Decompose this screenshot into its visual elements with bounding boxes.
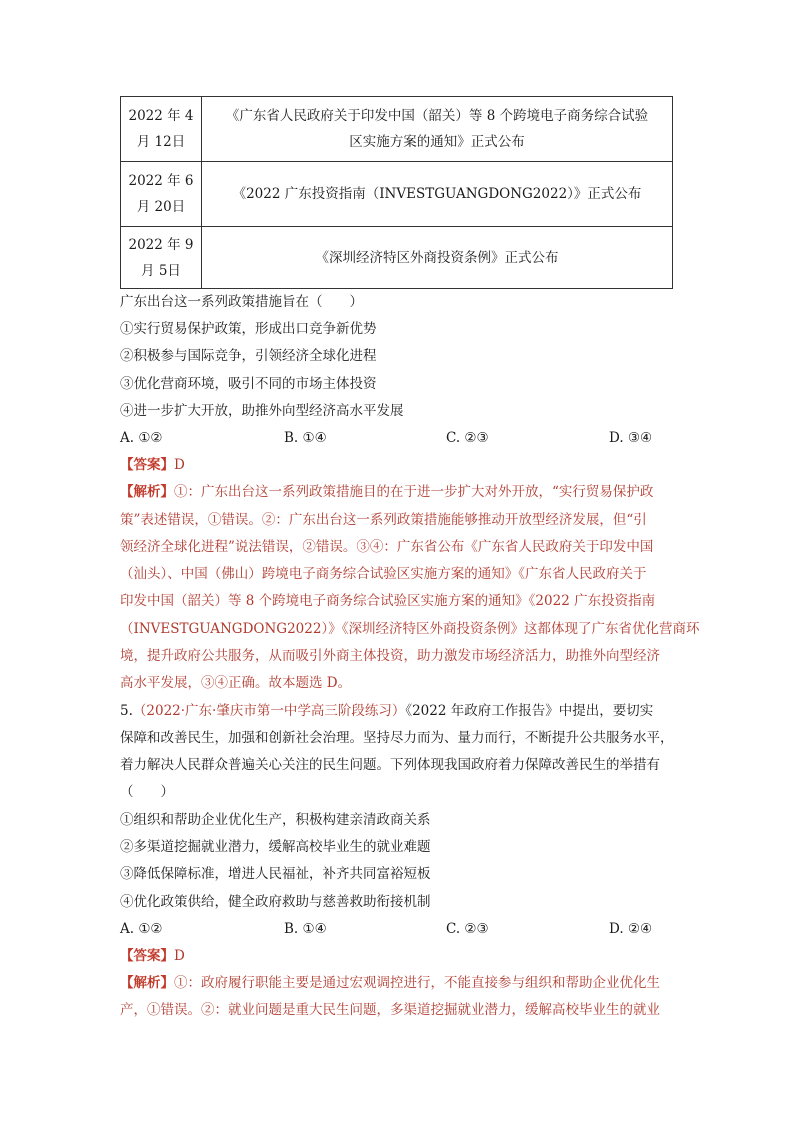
- date-line: 月 12日: [136, 134, 186, 150]
- analysis-line: 产，①错误。②：就业问题是重大民生问题，多渠道挖掘就业潜力，缓解高校毕业生的就业: [120, 1002, 660, 1019]
- statement-item: ④优化政策供给，健全政府救助与慈善救助衔接机制: [120, 893, 431, 910]
- content-cell: [202, 162, 673, 227]
- answer-line: [120, 943, 674, 970]
- option-d[interactable]: D. ②④: [609, 920, 653, 937]
- date-line: 2022 年 6: [128, 173, 194, 189]
- option-c[interactable]: C. ②③: [446, 430, 489, 447]
- analysis-line: 策”表述错误，①错误。②：广东出台这一系列政策措施能够推动开放型经济发展，但“引: [120, 511, 647, 528]
- answer-value: D: [174, 947, 185, 964]
- option-a[interactable]: A. ①②: [120, 920, 163, 937]
- answer-line: [120, 452, 674, 479]
- options-row: [120, 425, 674, 452]
- question-stem: 广东出台这一系列政策措施旨在（ ）: [120, 294, 363, 310]
- option-b[interactable]: B. ①④: [284, 920, 327, 937]
- content-cell: [202, 227, 673, 289]
- option-b[interactable]: B. ①④: [284, 430, 327, 447]
- table-row: [121, 162, 673, 227]
- statement-item: ④进一步扩大开放，助推外向型经济高水平发展: [120, 402, 404, 419]
- content-line: 《2022 广东投资指南（INVESTGUANGDONG2022）》正式公布: [232, 186, 642, 202]
- option-c[interactable]: C. ②③: [446, 920, 489, 937]
- statement-item: ①实行贸易保护政策，形成出口竞争新优势: [120, 321, 377, 338]
- question-number: 5.: [120, 702, 133, 719]
- question-4: [120, 289, 674, 425]
- option-d[interactable]: D. ③④: [609, 430, 653, 447]
- analysis-label: 【解析】: [120, 484, 174, 501]
- answer-value: D: [174, 457, 185, 474]
- policy-table: [120, 96, 673, 289]
- question-stem: 保障和改善民生，加强和创新社会治理。坚持尽力而为、量力而行，不断提升公共服务水平，: [120, 729, 674, 746]
- analysis-line: （汕头）、中国（佛山）跨境电子商务综合试验区实施方案的通知》《广东省人民政府关于: [120, 566, 647, 583]
- content-line: 区实施方案的通知》正式公布: [349, 134, 525, 150]
- date-line: 2022 年 4: [128, 108, 194, 124]
- table-row: [121, 97, 673, 162]
- question-stem: 着力解决人民群众普遍关心关注的民生问题。下列体现我国政府着力保障改善民生的举措有: [120, 757, 660, 774]
- analysis-block: [120, 479, 700, 697]
- analysis-block: [120, 970, 674, 1025]
- option-a[interactable]: A. ①②: [120, 430, 163, 447]
- analysis-line: 境，提升政府公共服务，从而吸引外商主体投资，助力激发市场经济活力，助推外向型经济: [120, 648, 660, 664]
- date-line: 2022 年 9: [128, 236, 194, 253]
- table-row: [121, 227, 673, 289]
- content-cell: [202, 97, 673, 162]
- date-cell: [121, 97, 202, 162]
- analysis-line: 高水平发展，③④正确。故本题选 D。: [120, 675, 352, 692]
- statement-item: ③优化营商环境，吸引不同的市场主体投资: [120, 375, 377, 392]
- analysis-line: ①：广东出台这一系列政策措施目的在于进一步扩大对外开放，“实行贸易保护政: [174, 484, 654, 501]
- content-line: 《广东省人民政府关于印发中国（韶关）等 8 个跨境电子商务综合试验: [225, 108, 649, 124]
- question-stem: （ ）: [120, 784, 174, 801]
- content-line: 《深圳经济特区外商投资条例》正式公布: [315, 249, 559, 266]
- analysis-line: 领经济全球化进程”说法错误，②错误。③④：广东省公布《广东省人民政府关于印发中国: [120, 538, 654, 555]
- statement-item: ②积极参与国际竞争，引领经济全球化进程: [120, 348, 377, 365]
- analysis-line: （INVESTGUANGDONG2022）》《深圳经济特区外商投资条例》这都体现了广东省优化营商环: [120, 620, 700, 637]
- date-line: 月 5日: [141, 262, 181, 279]
- date-line: 月 20日: [136, 199, 186, 215]
- question-5: [120, 698, 674, 916]
- document-page: [120, 96, 700, 1025]
- analysis-label: 【解析】: [120, 975, 174, 992]
- statement-item: ③降低保障标准，增进人民福祉，补齐共同富裕短板: [120, 866, 431, 883]
- question-source: （2022·广东·肇庆市第一中学高三阶段练习）: [132, 702, 406, 719]
- statement-item: ①组织和帮助企业优化生产，积极构建亲清政商关系: [120, 811, 431, 828]
- date-cell: [121, 227, 202, 289]
- analysis-line: 印发中国（韶关）等 8 个跨境电子商务综合试验区实施方案的通知》《2022 广东投资指南: [120, 593, 656, 610]
- options-row: [120, 916, 674, 943]
- analysis-line: ①：政府履行职能主要是通过宏观调控进行，不能直接参与组织和帮助企业优化生: [174, 975, 660, 992]
- statement-item: ②多渠道挖掘就业潜力，缓解高校毕业生的就业难题: [120, 839, 431, 856]
- date-cell: [121, 162, 202, 227]
- answer-label: 【答案】: [120, 947, 174, 964]
- question-stem: 《2022 年政府工作报告》中提出，要切实: [405, 702, 654, 719]
- answer-label: 【答案】: [120, 457, 174, 474]
